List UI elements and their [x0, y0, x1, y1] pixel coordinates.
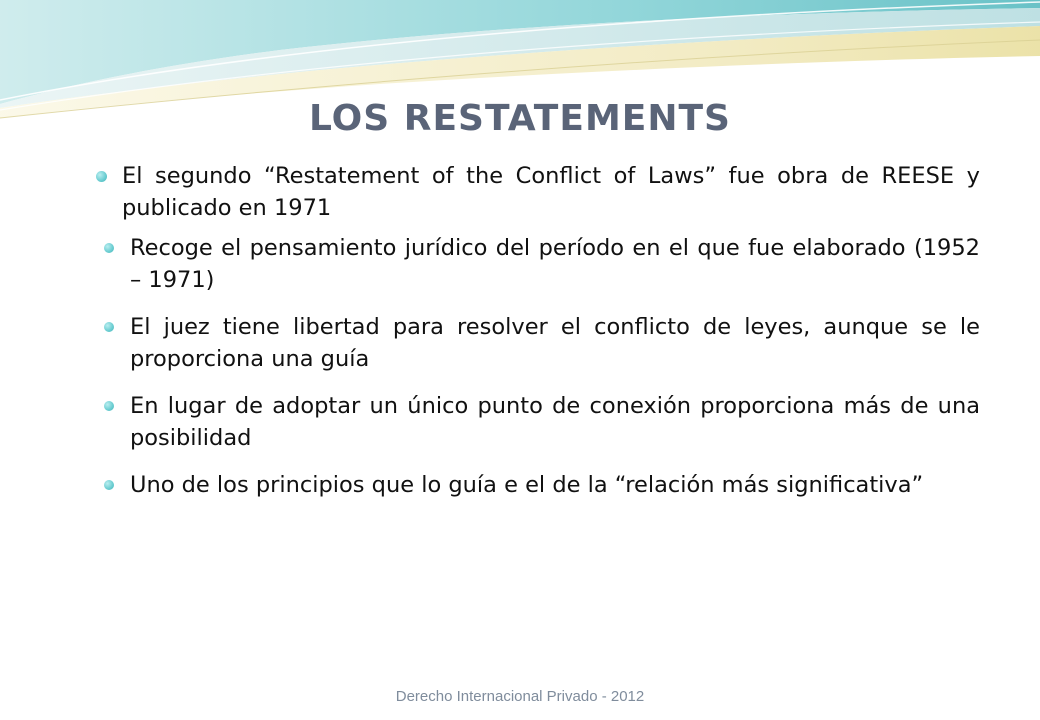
bullet-dot-icon [104, 480, 114, 490]
slide-content [96, 160, 980, 516]
sub-bullet-text: El juez tiene libertad para resolver el conflicto de leyes, aunque se le proporciona una guía [130, 314, 980, 372]
sub-bullet-item [104, 232, 980, 296]
sub-bullet-text: Recoge el pensamiento jurídico del período en el que fue elaborado (1952 – 1971) [130, 235, 980, 293]
sub-bullet-text: Uno de los principios que lo guía e el de la “relación más significativa” [130, 472, 924, 498]
sub-bullet-item [104, 311, 980, 375]
bullet-dot-icon [96, 171, 107, 182]
sub-bullet-item [104, 390, 980, 454]
slide-title: LOS RESTATEMENTS [309, 98, 731, 139]
slide-footer: Derecho Internacional Privado - 2012 [395, 688, 645, 705]
bullet-dot-icon [104, 401, 114, 411]
bullet-text: El segundo “Restatement of the Conflict of Laws” fue obra de REESE y publicado en 1971 [122, 163, 980, 221]
sub-bullet-item [104, 469, 980, 501]
sub-bullet-text: En lugar de adoptar un único punto de conexión proporciona más de una posibilidad [130, 393, 980, 451]
bullet-dot-icon [104, 322, 114, 332]
bullet-item [96, 160, 980, 224]
bullet-dot-icon [104, 243, 114, 253]
